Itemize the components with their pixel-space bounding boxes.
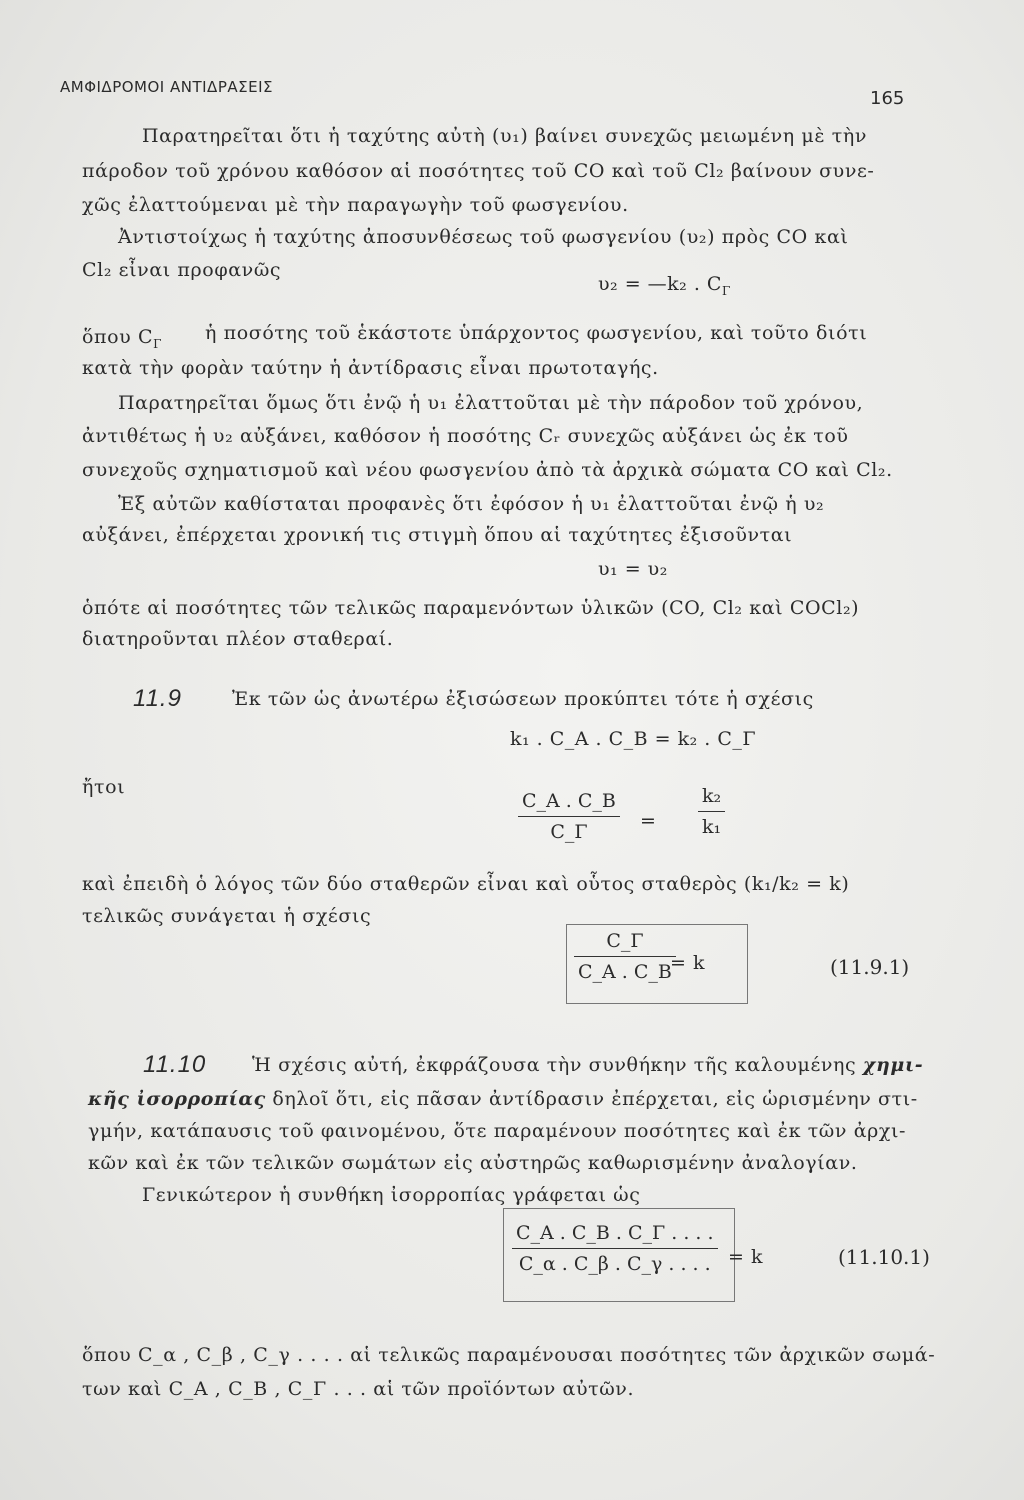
fraction-denominator: k₁	[702, 816, 722, 838]
text-line: Ἐκ τῶν ὡς ἀνωτέρω ἐξισώσεων προκύπτει τότε ἡ σχέσις	[232, 688, 814, 710]
equation-text: υ₂ = —k₂ . C	[598, 273, 722, 295]
text-line: κατὰ τὴν φορὰν ταύτην ἡ ἀντίδρασις εἶναι πρωτοταγής.	[82, 357, 659, 379]
text-line: αὐξάνει, ἐπέρχεται χρονική τις στιγμὴ ὅπου αἱ ταχύτητες ἐξισοῦνται	[82, 524, 793, 546]
text-line: ἀντιθέτως ἡ υ₂ αὐξάνει, καθόσον ἡ ποσότης Cᵣ συνεχῶς αὐξάνει ὡς ἐκ τοῦ	[82, 425, 849, 447]
subscript: Γ	[721, 283, 731, 298]
text-line: κῶν καὶ ἐκ τῶν τελικῶν σωμάτων εἰς αὐστηρῶς καθωρισμένην ἀναλογίαν.	[88, 1152, 858, 1174]
text-line: ὅπου C_α , C_β , C_γ . . . . αἱ τελικῶς παραμένουσαι ποσότητες τῶν ἀρχικῶν σωμά-	[82, 1344, 936, 1366]
page-number: 165	[870, 88, 905, 109]
equation-label: (11.10.1)	[838, 1245, 930, 1269]
text-fragment: δηλοῖ ὅτι, εἰς πᾶσαν ἀντίδρασιν ἐπέρχεται, εἰς ὡρισμένην στι-	[272, 1088, 918, 1110]
running-header: ΑΜΦΙΔΡΟΜΟΙ ΑΝΤΙΔΡΑΣΕΙΣ	[60, 78, 273, 96]
boxed-rhs: = k	[670, 952, 705, 974]
equation-v2	[598, 273, 731, 298]
boxed-rhs: = k	[728, 1246, 763, 1268]
text-line	[88, 1088, 918, 1110]
text-line: ὁπότε αἱ ποσότητες τῶν τελικῶς παραμενόντων ὑλικῶν (CO, Cl₂ καὶ COCl₂)	[82, 597, 860, 619]
equals-sign: =	[640, 810, 657, 832]
fraction-numerator: k₂	[702, 785, 722, 807]
equation-k1-k2: k₁ . C_A . C_B = k₂ . C_Γ	[510, 728, 757, 750]
section-number: 11.10	[143, 1051, 207, 1078]
text-line: γμήν, κατάπαυσις τοῦ φαινομένου, ὅτε παραμένουν ποσότητες καὶ ἐκ τῶν ἀρχι-	[88, 1120, 907, 1142]
text-line: καὶ ἐπειδὴ ὁ λόγος τῶν δύο σταθερῶν εἶναι καὶ οὗτος σταθερὸς (k₁/k₂ = k)	[82, 873, 850, 895]
text-line	[252, 1054, 923, 1076]
fraction-numerator: C_A . C_B . C_Γ . . . .	[516, 1222, 714, 1244]
text-line: των καὶ C_A , C_B , C_Γ . . . αἱ τῶν προϊόντων αὐτῶν.	[82, 1378, 635, 1400]
text-line: πάροδον τοῦ χρόνου καθόσον αἱ ποσότητες τοῦ CO καὶ τοῦ Cl₂ βαίνουν συνε-	[82, 160, 875, 182]
emphasis-term: κῆς ἰσορροπίας	[88, 1088, 266, 1110]
fraction-concentrations	[518, 790, 620, 843]
text-line: Γενικώτερον ἡ συνθήκη ἰσορροπίας γράφεται ὡς	[142, 1184, 641, 1206]
text-line: χῶς ἐλαττούμεναι μὲ τὴν παραγωγὴν τοῦ φωσγενίου.	[82, 194, 629, 216]
text-line: Παρατηρεῖται ὅμως ὅτι ἐνῷ ἡ υ₁ ἐλαττοῦται μὲ τὴν πάροδον τοῦ χρόνου,	[118, 392, 864, 414]
fraction-numerator: C_Γ	[606, 930, 644, 952]
text-line: τελικῶς συνάγεται ἡ σχέσις	[82, 905, 372, 927]
boxed-fraction	[574, 930, 676, 983]
emphasis-term: χημι-	[862, 1054, 924, 1076]
fraction-denominator: C_Γ	[550, 821, 588, 843]
text-fragment: Ἡ σχέσις αὐτή, ἐκφράζουσα τὴν συνθήκην τῆς καλουμένης	[252, 1054, 857, 1076]
fraction-constants	[698, 785, 725, 838]
text-line: Cl₂ εἶναι προφανῶς	[82, 259, 282, 281]
fraction-denominator: C_α . C_β . C_γ . . . .	[518, 1253, 711, 1275]
text-line: συνεχοῦς σχηματισμοῦ καὶ νέου φωσγενίου ἀπὸ τὰ ἀρχικὰ σώματα CO καὶ Cl₂.	[82, 459, 893, 481]
text-fragment: ὅπου C	[82, 326, 154, 348]
section-number: 11.9	[133, 685, 182, 712]
text-line: διατηροῦνται πλέον σταθεραί.	[82, 628, 394, 650]
text-line: ἤτοι	[82, 776, 126, 798]
boxed-fraction	[512, 1222, 718, 1275]
text-line: Ἐξ αὐτῶν καθίσταται προφανὲς ὅτι ἐφόσον ἡ υ₁ ἐλαττοῦται ἐνῷ ἡ υ₂	[118, 493, 825, 515]
text-line: ἡ ποσότης τοῦ ἑκάστοτε ὑπάρχοντος φωσγενίου, καὶ τοῦτο διότι	[205, 322, 868, 344]
fraction-numerator: C_A . C_B	[522, 790, 616, 812]
subscript: Γ	[153, 336, 163, 351]
text-line: Ἀντιστοίχως ἡ ταχύτης ἀποσυνθέσεως τοῦ φωσγενίου (υ₂) πρὸς CO καὶ	[118, 226, 849, 248]
text-line: Παρατηρεῖται ὅτι ἡ ταχύτης αὐτὴ (υ₁) βαίνει συνεχῶς μειωμένη μὲ τὴν	[142, 125, 868, 147]
text-line	[82, 326, 162, 351]
equation-v1-v2: υ₁ = υ₂	[598, 558, 668, 580]
equation-label: (11.9.1)	[830, 955, 910, 979]
fraction-denominator: C_A . C_B	[578, 961, 672, 983]
